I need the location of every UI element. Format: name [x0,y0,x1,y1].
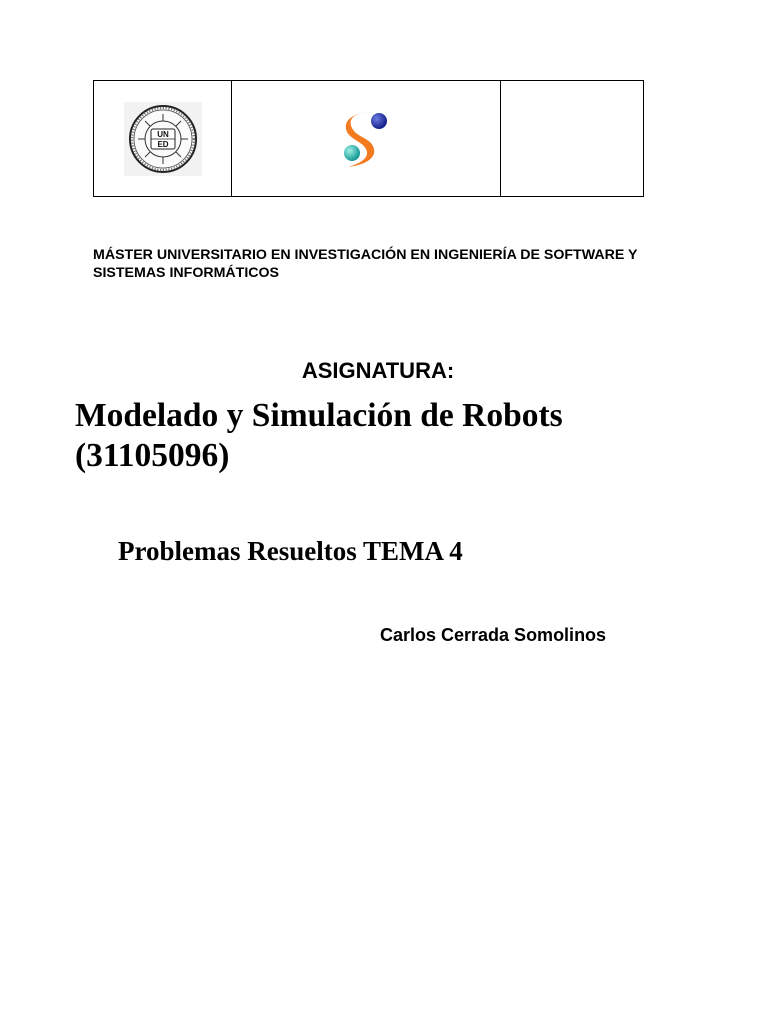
uned-seal-icon [124,102,202,176]
logo-cell-empty [501,81,644,197]
course-code: (31105096) [75,437,230,474]
logo-cell-uned [94,81,232,197]
s-logo-icon [338,107,390,171]
svg-text:ED: ED [156,139,169,149]
author-name: Carlos Cerrada Somolinos [380,625,607,645]
subject-label: ASIGNATURA: [301,358,455,383]
logo-cell-s [232,81,501,197]
course-name: Modelado y Simulación de Robots [75,397,563,434]
svg-text:UN: UN [156,129,169,139]
document-title: Problemas Resueltos TEMA 4 [118,536,463,566]
header-logo-table [93,80,644,197]
course-title [75,396,715,476]
master-title: MÁSTER UNIVERSITARIO EN INVESTIGACIÓN EN INGENIERÍA DE SOFTWARE Y SISTEMAS INFORMÁTICOS [93,247,638,281]
